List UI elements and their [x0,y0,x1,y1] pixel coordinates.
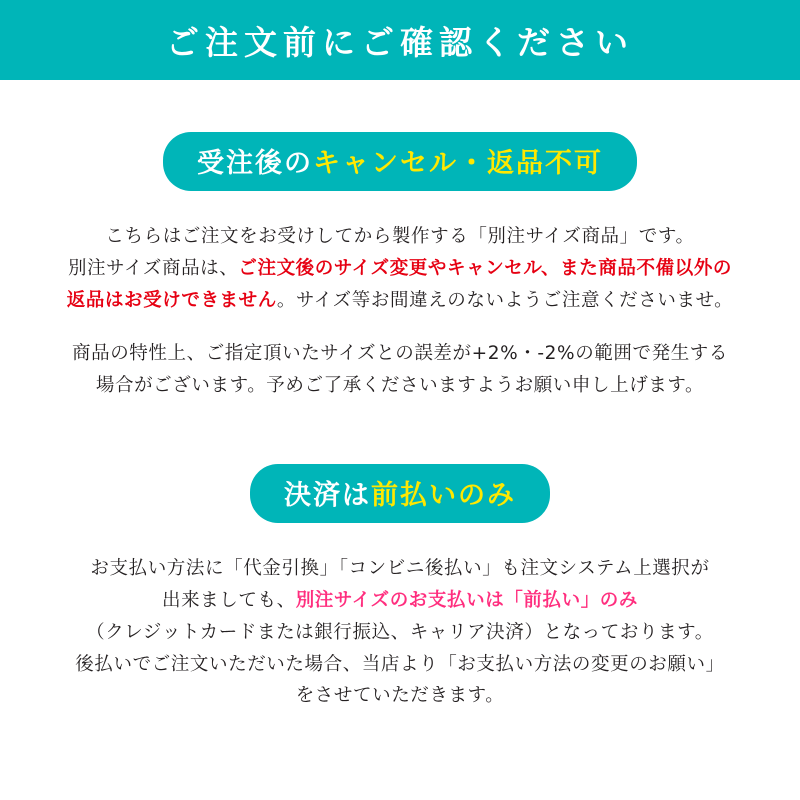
text-line [14,338,786,370]
text-line [14,370,786,402]
section-2-heading-lead: 決済は [284,480,371,512]
section-2-pill [250,464,550,523]
text-line [14,680,786,712]
text-line [14,649,786,681]
text-run: 。サイズ等お間違えのないようご注意くださいませ。 [276,289,734,311]
section-2-heading [0,464,800,523]
text-line [14,617,786,649]
section-1-heading-highlight: キャンセル・返品不可 [313,148,603,179]
page-title: ご注文前にご確認ください [166,22,634,62]
text-run-emphasis: 返品はお受けできません [66,289,277,311]
text-run: （クレジットカードまたは銀行振込、キャリア決済）となっております。 [86,621,714,643]
text-run: 場合がございます。予めご了承くださいますようお願い申し上げます。 [95,375,705,397]
text-run: をさせていただきます。 [295,685,505,707]
section-2-paragraph-1 [0,553,800,712]
text-line [14,553,786,585]
text-run-emphasis: ご注文後のサイズ変更やキャンセル、また商品不備以外の [238,257,733,279]
section-1-paragraph-1 [0,221,800,316]
text-run: 商品の特性上、ご指定頂いたサイズとの誤差が+2%・-2%の範囲で発生する [72,343,728,365]
section-1-pill [163,132,637,191]
text-run: こちらはご注文をお受けしてから製作する「別注サイズ商品」です。 [105,226,695,247]
section-1-heading [0,132,800,191]
text-run: 別注サイズ商品は、 [67,257,239,279]
page-header-banner [0,0,800,80]
section-1-paragraph-2 [0,338,800,402]
text-run-emphasis: 別注サイズのお支払いは「前払い」のみ [295,589,639,611]
text-run: お支払い方法に「代金引換」「コンビニ後払い」も注文システム上選択が [90,558,710,580]
section-1-heading-lead: 受注後の [197,148,313,179]
text-run: 出来ましても、 [161,589,296,611]
text-line [14,285,786,317]
text-run: 後払いでご注文いただいた場合、当店より「お支払い方法の変更のお願い」 [75,653,725,675]
text-line [14,253,786,285]
section-2-heading-highlight: 前払いのみ [371,480,516,512]
text-line [14,221,786,253]
text-line [14,585,786,617]
